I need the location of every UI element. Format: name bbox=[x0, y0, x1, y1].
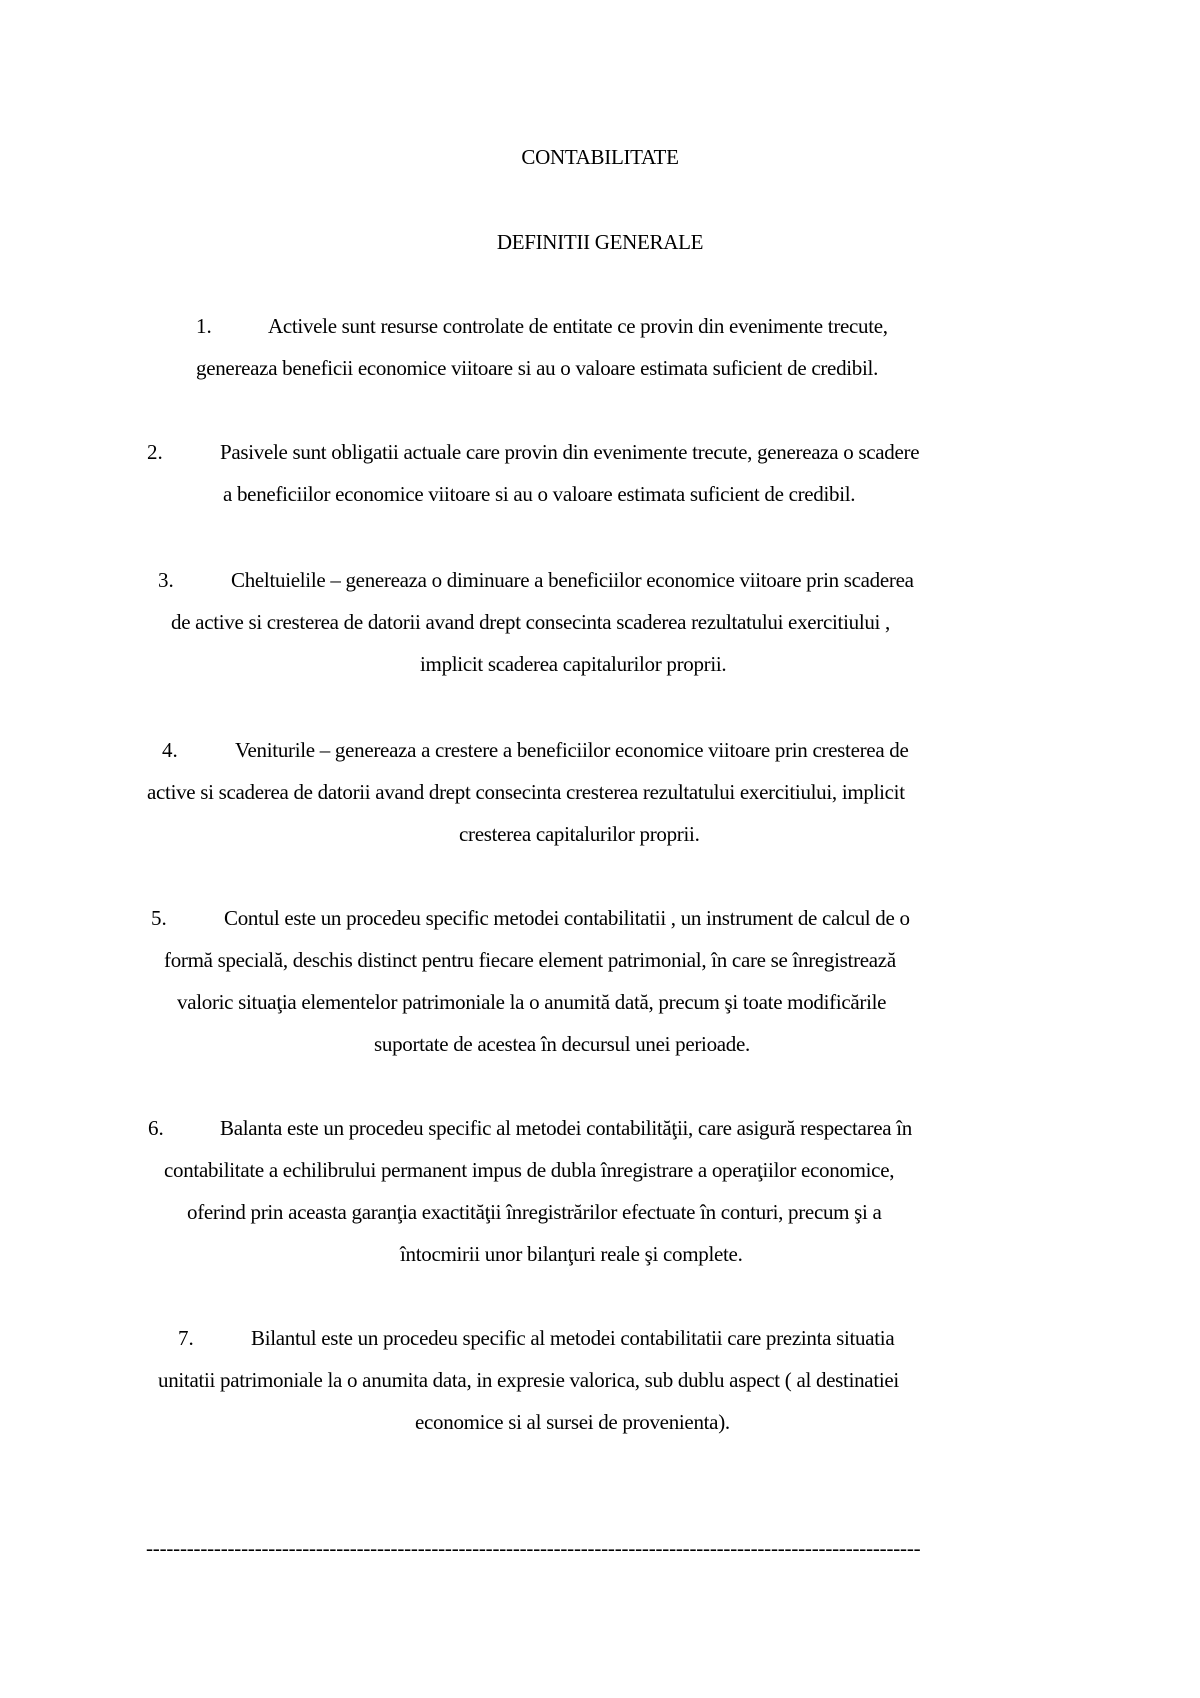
item-number: 7. bbox=[178, 1326, 194, 1350]
item-text-line: economice si al sursei de provenienta). bbox=[415, 1410, 730, 1434]
dashed-separator: ------------------------------------------------------------------------------------------------------------------ bbox=[146, 1536, 921, 1560]
item-text-line: Veniturile – genereaza a crestere a beneficiilor economice viitoare prin cresterea de bbox=[235, 738, 909, 762]
item-text-line: implicit scaderea capitalurilor proprii. bbox=[420, 652, 727, 676]
item-text-line: de active si cresterea de datorii avand drept consecinta scaderea rezultatului exercitiului , bbox=[171, 610, 890, 634]
item-number: 6. bbox=[148, 1116, 164, 1140]
item-text-line: Activele sunt resurse controlate de entitate ce provin din evenimente trecute, bbox=[268, 314, 888, 338]
item-text-line: formă specială, deschis distinct pentru fiecare element patrimonial, în care se înregistrează bbox=[164, 948, 896, 972]
item-number: 5. bbox=[151, 906, 167, 930]
item-text-line: contabilitate a echilibrului permanent impus de dubla înregistrare a operaţiilor economice, bbox=[164, 1158, 895, 1182]
page-subtitle: DEFINITII GENERALE bbox=[496, 230, 704, 254]
item-number: 1. bbox=[196, 314, 212, 338]
item-text-line: Bilantul este un procedeu specific al metodei contabilitatii care prezinta situatia bbox=[251, 1326, 895, 1350]
item-text-line: oferind prin aceasta garanţia exactităţii înregistrărilor efectuate în conturi, precum şi a bbox=[187, 1200, 882, 1224]
item-text-line: active si scaderea de datorii avand drept consecinta cresterea rezultatului exercitiului, implicit bbox=[147, 780, 905, 804]
item-text-line: întocmirii unor bilanţuri reale şi complete. bbox=[400, 1242, 743, 1266]
item-text-line: valoric situaţia elementelor patrimoniale la o anumită dată, precum şi toate modificările bbox=[177, 990, 887, 1014]
item-text-line: suportate de acestea în decursul unei perioade. bbox=[374, 1032, 750, 1056]
page-title: CONTABILITATE bbox=[521, 145, 679, 169]
item-text-line: Pasivele sunt obligatii actuale care provin din evenimente trecute, genereaza o scadere bbox=[220, 440, 920, 464]
item-number: 3. bbox=[158, 568, 174, 592]
item-text-line: cresterea capitalurilor proprii. bbox=[459, 822, 700, 846]
item-text-line: genereaza beneficii economice viitoare si au o valoare estimata suficient de credibil. bbox=[196, 356, 879, 380]
item-number: 2. bbox=[147, 440, 163, 464]
item-text-line: Balanta este un procedeu specific al metodei contabilităţii, care asigură respectarea în bbox=[220, 1116, 912, 1140]
item-text-line: Contul este un procedeu specific metodei contabilitatii , un instrument de calcul de o bbox=[224, 906, 910, 930]
item-text-line: a beneficiilor economice viitoare si au o valoare estimata suficient de credibil. bbox=[223, 482, 856, 506]
item-text-line: unitatii patrimoniale la o anumita data, in expresie valorica, sub dublu aspect ( al destinatiei bbox=[158, 1368, 899, 1392]
item-text-line: Cheltuielile – genereaza o diminuare a beneficiilor economice viitoare prin scaderea bbox=[231, 568, 914, 592]
item-number: 4. bbox=[162, 738, 178, 762]
